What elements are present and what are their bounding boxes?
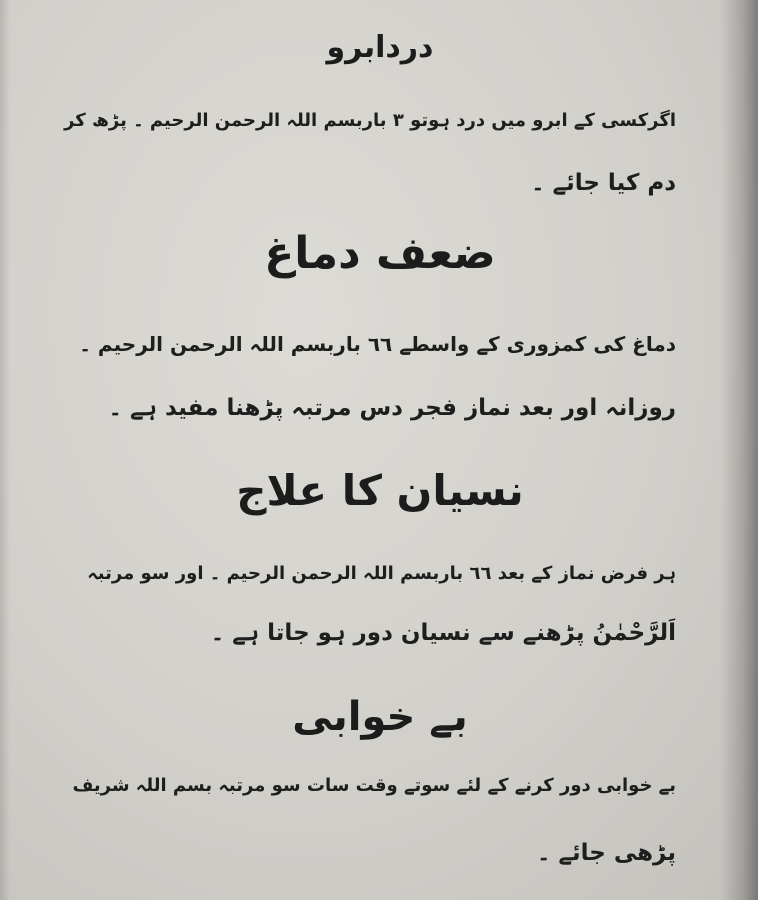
section-heading-brain-weakness: ضعف دماغ bbox=[264, 228, 496, 279]
section-heading-insomnia: بے خوابی bbox=[292, 694, 468, 740]
section-text-line: بے خوابی دور کرنے کے لئے سوتے وقت سات سو مرتبہ بسم اللہ شریف bbox=[72, 775, 676, 796]
section-text-line: اَلرَّحْمٰنُ پڑھنے سے نسیان دور ہو جاتا ہے ۔ bbox=[210, 620, 676, 646]
section-text-line: دم کیا جائے ۔ bbox=[531, 170, 676, 196]
page-left-shadow bbox=[0, 0, 10, 900]
section-text-line: اگرکسی کے ابرو میں درد ہوتو ۳ باربسم اللہ الرحمن الرحیم ۔ پڑھ کر bbox=[64, 110, 676, 131]
section-heading-eyebrow-pain: دردابرو bbox=[326, 30, 434, 65]
section-text-line: دماغ کی کمزوری کے واسطے ٦٦ باربسم اللہ الرحمن الرحیم ۔ bbox=[79, 332, 676, 356]
section-text-line: ہر فرض نماز کے بعد ٦٦ باربسم اللہ الرحمن الرحیم ۔ اور سو مرتبہ bbox=[87, 563, 676, 584]
section-text-line: روزانہ اور بعد نماز فجر دس مرتبہ پڑھنا مفید ہے ۔ bbox=[108, 395, 676, 421]
section-text-line: پڑھی جائے ۔ bbox=[537, 840, 676, 866]
page-binding-shadow bbox=[720, 0, 758, 900]
section-heading-forgetfulness-cure: نسیان کا علاج bbox=[236, 466, 524, 515]
